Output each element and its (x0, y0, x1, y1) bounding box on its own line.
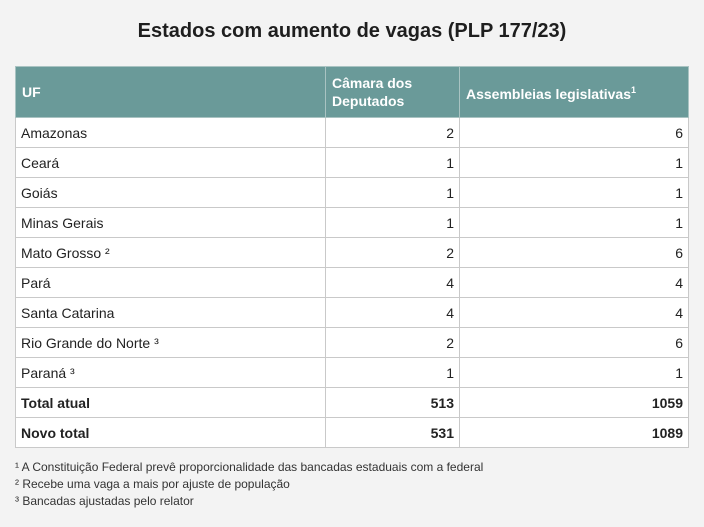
column-header-camara: Câmara dos Deputados (326, 67, 460, 118)
table-row (16, 178, 689, 208)
column-header-assembleias-label: Assembleias legislativas (466, 86, 631, 102)
cell-uf: Novo total (16, 418, 326, 448)
seats-table (15, 66, 689, 448)
table-row (16, 358, 689, 388)
table-row (16, 298, 689, 328)
cell-camara: 1 (326, 208, 460, 238)
column-header-assembleias (460, 67, 689, 118)
cell-assembleias: 6 (460, 328, 689, 358)
footnote-marker: 1 (631, 85, 637, 95)
cell-uf: Santa Catarina (16, 298, 326, 328)
column-header-uf: UF (16, 67, 326, 118)
total-row (16, 388, 689, 418)
cell-camara: 2 (326, 238, 460, 268)
cell-camara: 1 (326, 358, 460, 388)
cell-uf: Paraná ³ (16, 358, 326, 388)
cell-assembleias: 1 (460, 178, 689, 208)
cell-uf: Total atual (16, 388, 326, 418)
table-row (16, 118, 689, 148)
cell-assembleias: 1 (460, 208, 689, 238)
cell-assembleias: 1059 (460, 388, 689, 418)
total-row (16, 418, 689, 448)
cell-assembleias: 1 (460, 148, 689, 178)
cell-camara: 4 (326, 268, 460, 298)
table-row (16, 208, 689, 238)
cell-assembleias: 1089 (460, 418, 689, 448)
cell-camara: 531 (326, 418, 460, 448)
cell-assembleias: 4 (460, 298, 689, 328)
cell-uf: Pará (16, 268, 326, 298)
footnote: ³ Bancadas ajustadas pelo relator (15, 494, 194, 508)
cell-camara: 2 (326, 118, 460, 148)
cell-uf: Rio Grande do Norte ³ (16, 328, 326, 358)
footnotes (15, 459, 483, 510)
cell-camara: 513 (326, 388, 460, 418)
cell-assembleias: 6 (460, 238, 689, 268)
cell-uf: Ceará (16, 148, 326, 178)
footnote: ¹ A Constituição Federal prevê proporcionalidade das bancadas estaduais com a federal (15, 460, 484, 474)
cell-uf: Amazonas (16, 118, 326, 148)
table-row (16, 268, 689, 298)
cell-assembleias: 4 (460, 268, 689, 298)
footnote: ² Recebe uma vaga a mais por ajuste de população (15, 477, 290, 491)
cell-camara: 4 (326, 298, 460, 328)
cell-uf: Minas Gerais (16, 208, 326, 238)
cell-assembleias: 1 (460, 358, 689, 388)
cell-camara: 2 (326, 328, 460, 358)
cell-camara: 1 (326, 178, 460, 208)
cell-uf: Goiás (16, 178, 326, 208)
table-row (16, 238, 689, 268)
table-row (16, 148, 689, 178)
cell-uf: Mato Grosso ² (16, 238, 326, 268)
cell-camara: 1 (326, 148, 460, 178)
table-header-row (16, 67, 689, 118)
page-title: Estados com aumento de vagas (PLP 177/23) (137, 20, 567, 42)
table-row (16, 328, 689, 358)
cell-assembleias: 6 (460, 118, 689, 148)
